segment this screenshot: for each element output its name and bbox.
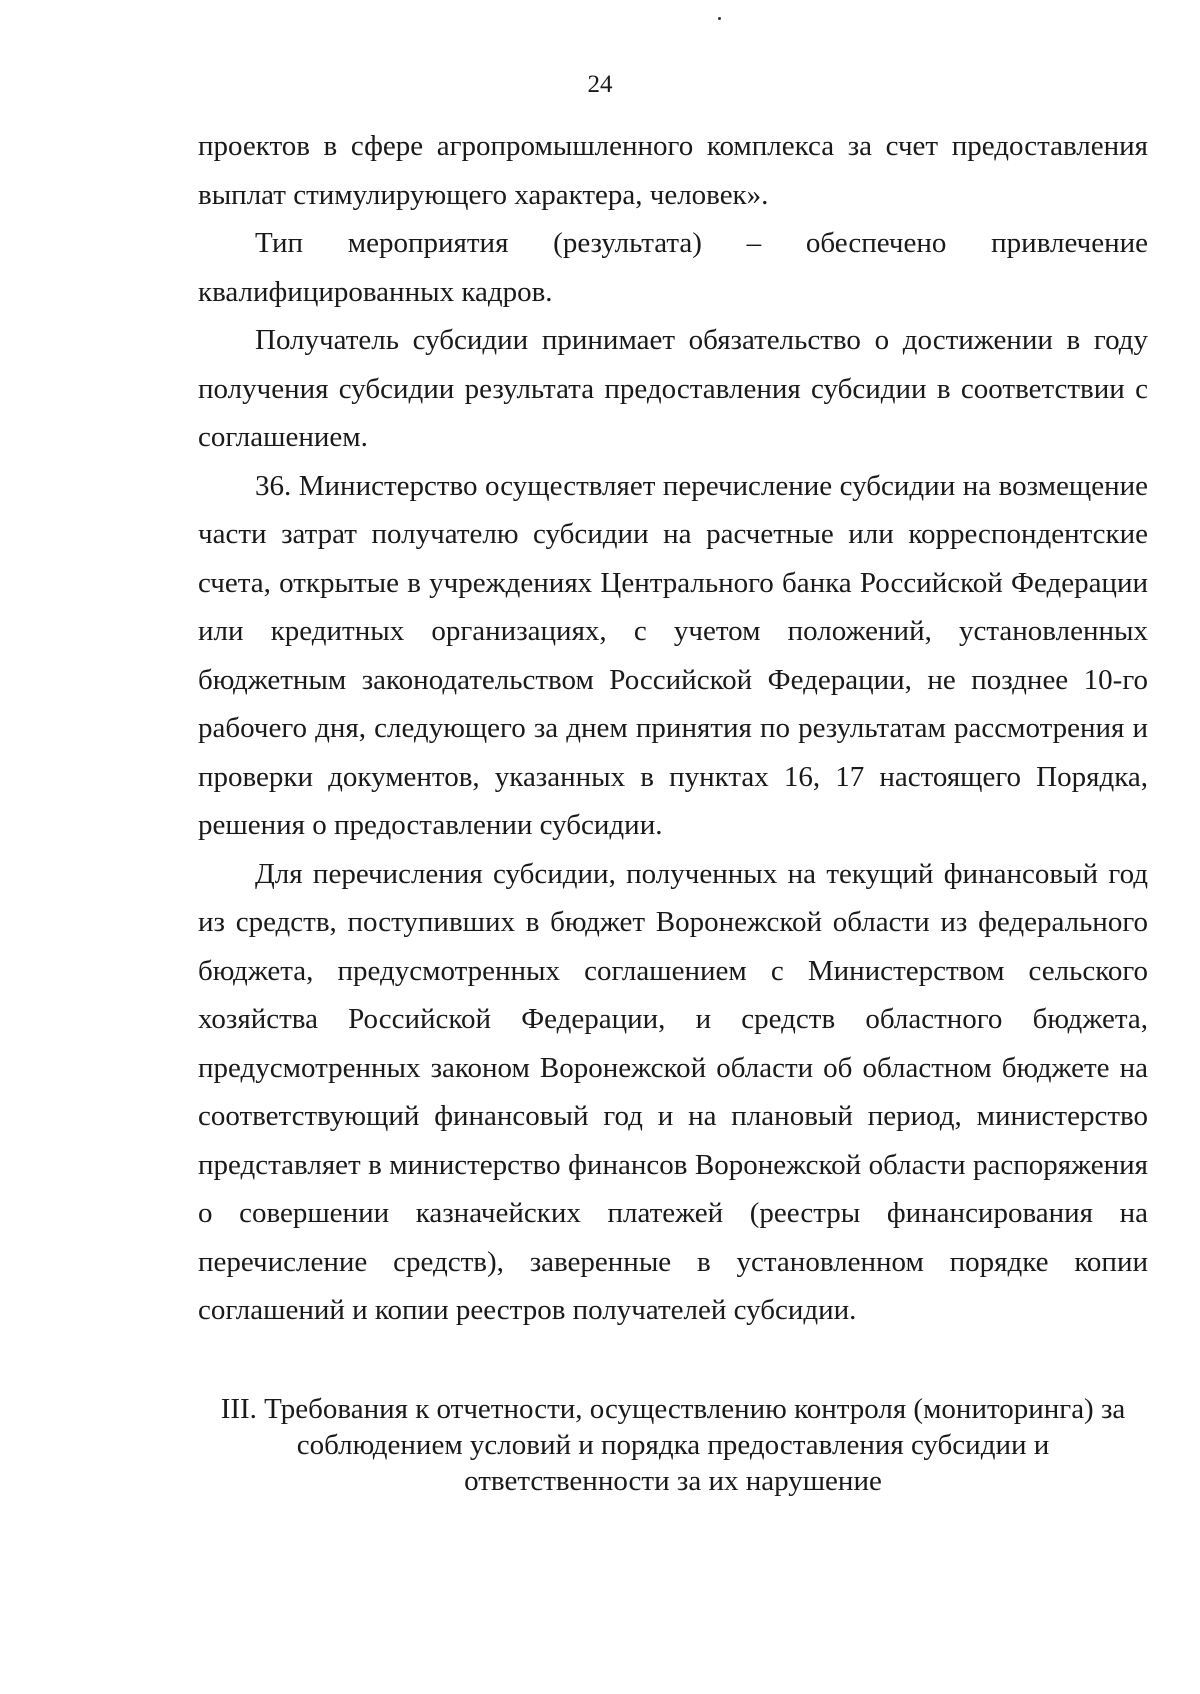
page-number: 24 [587,71,613,98]
paragraph-event-type: Тип мероприятия (результата) – обеспечено привлечение квалифицированных кадров. [198,227,1148,308]
paragraph-continuation: проектов в сфере агропромышленного комплекса за счет предоставления выплат стимулирующего характера, человек». [198,130,1148,211]
body-text [198,122,1148,1335]
paragraph-obligation: Получатель субсидии принимает обязательство о достижении в году получения субсидии результата предоставления субсидии в соответствии с соглашением. [198,324,1148,453]
scan-speck [718,17,721,20]
paragraph-transfer: Для перечисления субсидии, полученных на текущий финансовый год из средств, поступивших в бюджет Воронежской области из федерального бюджета, предусмотренных соглашением с Министерством сельского хозяйства Российской Федерации, и средств областного бюджета, предусмотренных законом Воронежской области об областном бюджете на соответствующий финансовый год и на плановый период, министерство представляет в министерство финансов Воронежской области распоряжения о совершении казначейских платежей (реестры финансирования на перечисление средств), заверенные в установленном порядке копии соглашений и копии реестров получателей субсидии. [198,857,1148,1326]
section-heading: III. Требования к отчетности, осуществлению контроля (мониторинга) за соблюдением условий и порядка предоставления субсидии и ответственности за их нарушение [220,1393,1126,1497]
paragraph-item-36: 36. Министерство осуществляет перечисление субсидии на возмещение части затрат получателю субсидии на расчетные или корреспондентские счета, открытые в учреждениях Центрального банка Российской Федерации или кредитных организациях, с учетом положений, установленных бюджетным законодательством Российской Федерации, не позднее 10-го рабочего дня, следующего за днем принятия по результатам рассмотрения и проверки документов, указанных в пунктах 16, 17 настоящего Порядка, решения о предоставлении субсидии. [198,469,1148,841]
